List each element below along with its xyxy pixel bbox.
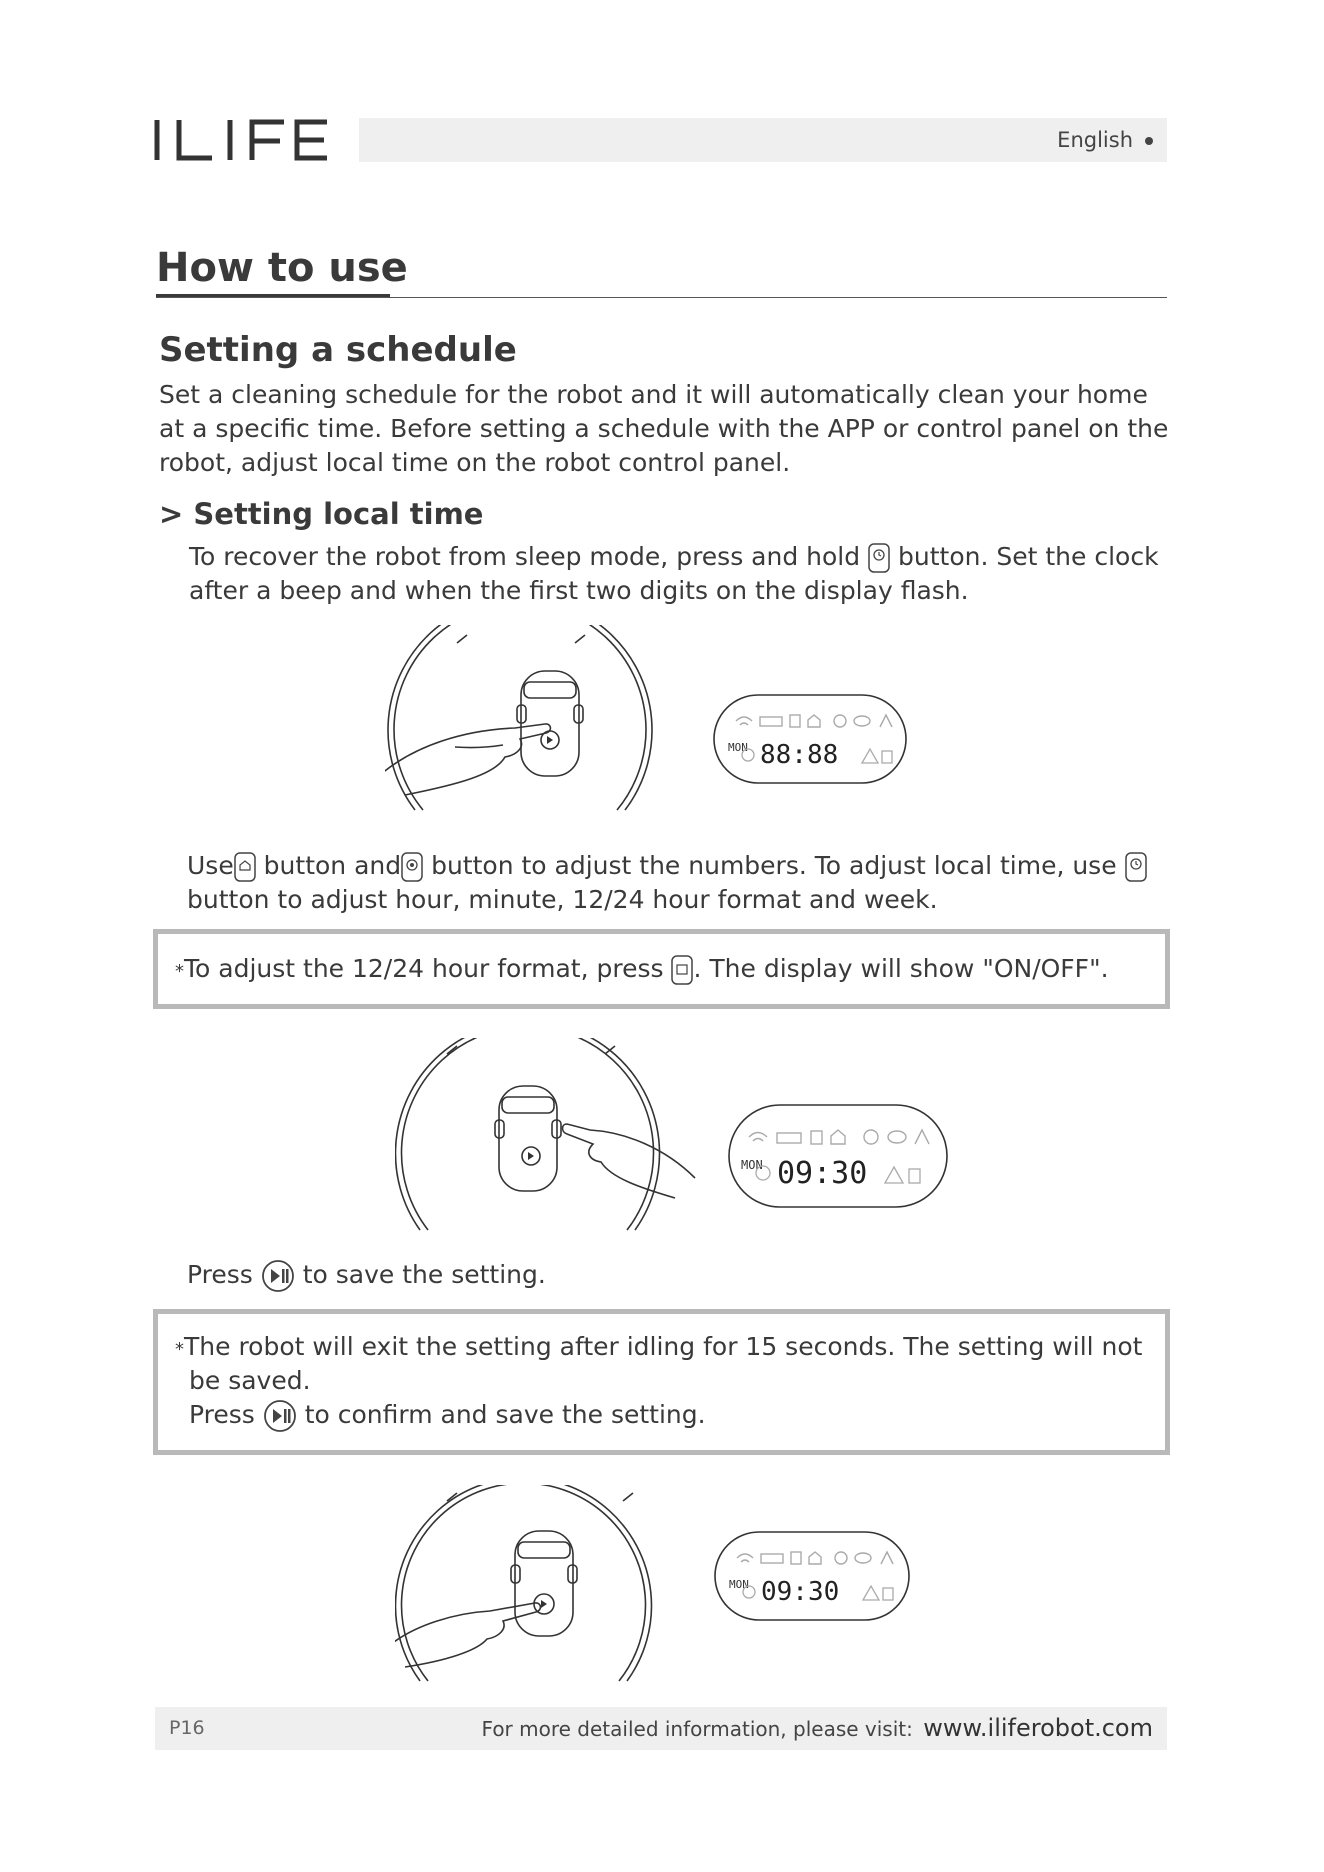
intro-paragraph: Set a cleaning schedule for the robot and it will automatically clean your home at a specific time. Before setting a schedule with the APP or control panel on the robot, adjust local time on the robot control panel. <box>159 380 1169 477</box>
note2-press-text: Press <box>189 1400 255 1429</box>
page-number: P16 <box>169 1717 205 1739</box>
website-link[interactable]: www.iliferobot.com <box>923 1714 1153 1742</box>
step1-text-a: To recover the robot from sleep mode, press and hold <box>189 542 861 571</box>
step2-line2: button to adjust hour, minute, 12/24 hour format and week. <box>187 885 938 914</box>
lcd-display-1 <box>712 693 908 785</box>
note2-line2: be saved. <box>189 1366 311 1395</box>
title-rule <box>156 297 1167 298</box>
note-box-1 <box>153 929 1170 1009</box>
lcd-time-3: 09:30 <box>761 1577 840 1607</box>
note2-rest-text: to confirm and save the setting. <box>304 1400 706 1429</box>
lcd-day-1: MON <box>728 741 748 754</box>
step3-rest-text: to save the setting. <box>302 1260 546 1289</box>
robot-illustration-3 <box>395 1485 675 1685</box>
lcd-day-2: MON <box>741 1158 763 1172</box>
step2-and-text: button and <box>263 851 402 880</box>
language-bar <box>359 118 1167 162</box>
dot-icon <box>1145 137 1153 145</box>
ilife-logo <box>152 110 332 170</box>
note2-line1 <box>175 1330 1142 1367</box>
lcd-display-3 <box>713 1530 911 1622</box>
note2-line3 <box>189 1398 706 1433</box>
note1-text-a: To adjust the 12/24 hour format, press <box>184 954 664 983</box>
clock-button-icon <box>868 543 890 573</box>
language-indicator <box>1057 118 1167 162</box>
step1-line1 <box>189 540 1169 574</box>
footer-bar <box>155 1707 1167 1750</box>
step3-press-text: Press <box>187 1260 253 1289</box>
play-pause-icon <box>263 1399 297 1433</box>
lcd-day-3: MON <box>729 1578 749 1591</box>
subsection-title: Setting a schedule <box>159 330 517 370</box>
home-button-icon <box>234 852 256 882</box>
language-label: English <box>1057 128 1133 152</box>
lcd-time-1: 88:88 <box>760 740 839 770</box>
note1-text-b: . The display will show "ON/OFF". <box>693 954 1109 983</box>
section-title: How to use <box>156 245 408 291</box>
asterisk: * <box>175 1339 184 1360</box>
step3-line <box>187 1258 546 1293</box>
note2-text-1: The robot will exit the setting after idling for 15 seconds. The setting will not <box>184 1332 1143 1361</box>
lcd-display-2 <box>727 1103 949 1209</box>
clock-button-icon <box>1125 852 1147 882</box>
robot-illustration-2 <box>395 1038 705 1233</box>
lcd-time-2: 09:30 <box>777 1156 868 1191</box>
step2-line1 <box>187 849 1177 883</box>
play-pause-icon <box>261 1259 295 1293</box>
note1-text <box>175 952 1109 989</box>
local-time-title: > Setting local time <box>159 497 484 531</box>
footer-info-text: For more detailed information, please visit: <box>481 1717 913 1741</box>
asterisk: * <box>175 961 184 982</box>
step2-to-text: button to adjust the numbers. To adjust local time, use <box>431 851 1117 880</box>
footer-info <box>482 1707 1153 1751</box>
robot-illustration-1 <box>385 625 675 815</box>
format-button-icon <box>671 955 693 985</box>
note-box-2 <box>153 1309 1170 1455</box>
step2-use-text: Use <box>187 851 234 880</box>
step1-line2: after a beep and when the first two digits on the display flash. <box>189 576 969 605</box>
step1-text-b: button. Set the clock <box>898 542 1159 571</box>
spot-button-icon <box>401 852 423 882</box>
